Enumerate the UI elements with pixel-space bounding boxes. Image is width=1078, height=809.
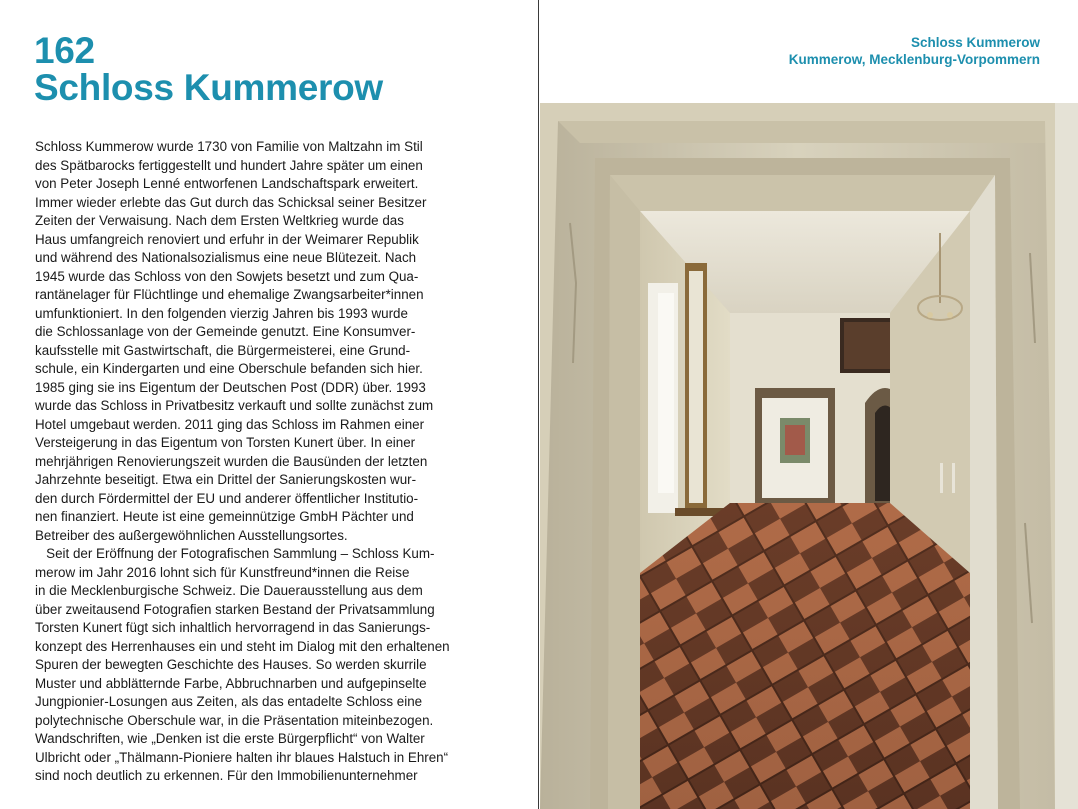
body-line: mehrjährigen Renovierungszeit wurden die Bausünden der letzten	[35, 453, 428, 469]
body-line: Hotel umgebaut werden. 2011 ging das Schloss im Rahmen einer	[35, 416, 425, 432]
body-line: Jahrzehnte beseitigt. Etwa ein Drittel der Sanierungskosten wur-	[35, 472, 417, 487]
body-line: Ulbricht oder „Thälmann-Pioniere halten ihr blaues Halstuch in Ehren“	[35, 749, 449, 765]
body-line: rantänelager für Flüchtlinge und ehemalige Zwangsarbeiter*innen	[35, 287, 424, 302]
body-line: Seit der Eröffnung der Fotografischen Sammlung – Schloss Kum-	[35, 546, 435, 561]
body-line: Haus umfangreich renoviert und erfuhr in der Weimarer Republik	[35, 231, 419, 247]
interior-photo	[540, 103, 1078, 809]
body-line: kaufsstelle mit Gastwirtschaft, die Bürgermeisterei, eine Grund-	[35, 342, 411, 358]
body-line: und während des Nationalsozialismus eine neue Blütezeit. Nach	[35, 250, 417, 265]
body-line: nen finanziert. Heute ist eine gemeinnützige GmbH Pächter und	[35, 509, 414, 524]
header-location: Kummerow, Mecklenburg-Vorpommern	[788, 52, 1040, 67]
body-line: über zweitausend Fotografien starken Bestand der Privatsammlung	[35, 601, 435, 617]
body-line: merow im Jahr 2016 lohnt sich für Kunstfreund*innen die Reise	[35, 564, 410, 580]
body-line: 1945 wurde das Schloss von den Sowjets besetzt und zum Qua-	[35, 268, 419, 284]
body-text	[35, 138, 507, 786]
body-line: Zeiten der Verwaisung. Nach dem Ersten Weltkrieg wurde das	[35, 213, 404, 228]
header-place: Schloss Kummerow	[910, 35, 1040, 50]
body-line: Betreiber des außergewöhnlichen Ausstellungsortes.	[35, 527, 348, 543]
page-divider	[538, 0, 539, 809]
running-header	[789, 34, 1040, 68]
body-line: polytechnische Oberschule war, in die Präsentation miteinbezogen.	[35, 712, 434, 728]
body-line: von Peter Joseph Lenné entworfenen Landschaftspark erweitert.	[35, 176, 419, 191]
body-line: Torsten Kunert fügt sich inhaltlich hervorragend in das Sanierungs-	[35, 620, 431, 635]
body-line: Schloss Kummerow wurde 1730 von Familie von Maltzahn im Stil	[35, 139, 423, 154]
body-line: schule, ein Kindergarten und eine Oberschule befanden sich hier.	[35, 361, 423, 376]
left-page	[0, 0, 538, 809]
page-title	[34, 32, 383, 106]
body-line: Versteigerung in das Eigentum von Torsten Kunert über. In einer	[35, 435, 416, 450]
body-line: Spuren der bewegten Geschichte des Hauses. So werden skurrile	[35, 657, 427, 672]
body-line: des Spätbarocks fertiggestellt und hundert Jahre später um einen	[35, 157, 423, 173]
body-line: die Schlossanlage von der Gemeinde genutzt. Eine Konsumver-	[35, 324, 416, 339]
body-line: konzept des Herrenhauses ein und steht im Dialog mit den erhaltenen	[35, 638, 450, 654]
body-line: Jungpionier-Losungen aus Zeiten, als das entadelte Schloss eine	[35, 694, 423, 709]
body-line: Muster und abblätternde Farbe, Abbruchnarben und aufgepinselte	[35, 675, 427, 691]
body-line: in die Mecklenburgische Schweiz. Die Dauerausstellung aus dem	[35, 583, 423, 598]
body-line: wurde das Schloss in Privatbesitz verkauft und sollte zunächst zum	[35, 398, 434, 413]
body-line: sind noch deutlich zu erkennen. Für den Immobilienunternehmer	[35, 768, 418, 783]
body-line: 1985 ging sie ins Eigentum der Deutschen Post (DDR) über. 1993	[35, 379, 426, 395]
right-page	[540, 0, 1078, 809]
body-line: Immer wieder erlebte das Gut durch das Schicksal seiner Besitzer	[35, 194, 427, 210]
entry-title: Schloss Kummerow	[34, 67, 383, 108]
entry-number: 162	[34, 30, 95, 71]
body-line: umfunktioniert. In den folgenden vierzig Jahren bis 1993 wurde	[35, 305, 408, 321]
body-line: den durch Fördermittel der EU und anderer öffentlicher Institutio-	[35, 490, 419, 506]
body-line: Wandschriften, wie „Denken ist die erste Bürgerpflicht“ von Walter	[35, 731, 425, 746]
